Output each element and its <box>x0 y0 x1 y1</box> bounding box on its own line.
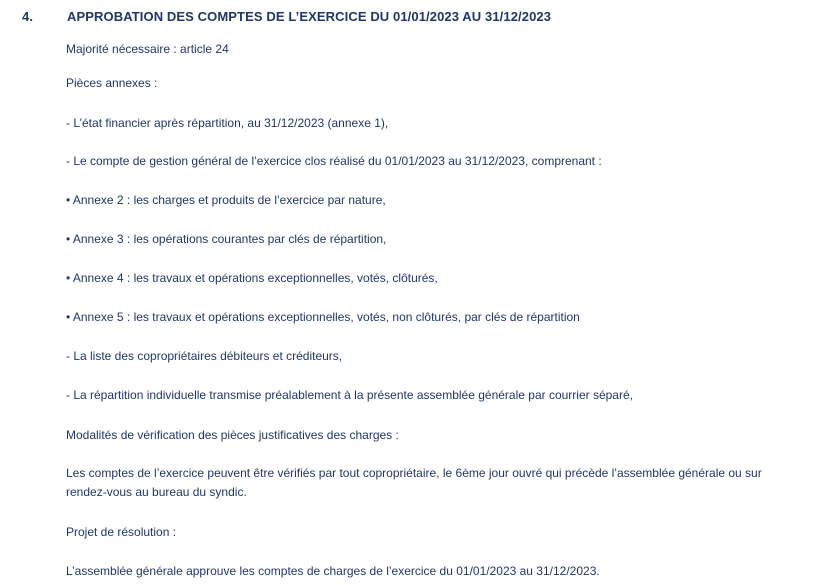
majority-text: Majorité nécessaire : article 24 <box>66 42 229 56</box>
list-item-annex-3: • Annexe 3 : les opérations courantes par clés de répartition, <box>66 232 387 246</box>
list-item-financial-state: - L’état financier après répartition, au 31/12/2023 (annexe 1), <box>66 116 389 130</box>
list-item-annex-4: • Annexe 4 : les travaux et opérations exceptionnelles, votés, clôturés, <box>66 271 438 285</box>
verification-heading: Modalités de vérification des pièces justificatives des charges : <box>66 428 399 442</box>
list-item-individual-split: - La répartition individuelle transmise préalablement à la présente assemblée générale par courrier séparé, <box>66 388 633 402</box>
section-title: APPROBATION DES COMPTES DE L’EXERCICE DU 01/01/2023 AU 31/12/2023 <box>67 9 552 24</box>
list-item-owners-list: - La liste des copropriétaires débiteurs et créditeurs, <box>66 349 343 363</box>
verification-text: Les comptes de l’exercice peuvent être vérifiés par tout copropriétaire, le 6ème jour ouvré qui précède l’assemblée générale ou sur rendez-vous au bureau du syndic. <box>66 466 762 499</box>
attachments-heading: Pièces annexes : <box>66 76 158 90</box>
resolution-heading: Projet de résolution : <box>66 525 177 539</box>
list-item-general-account: - Le compte de gestion général de l’exercice clos réalisé du 01/01/2023 au 31/12/2023, comprenant : <box>66 154 602 168</box>
resolution-text: L’assemblée générale approuve les comptes de charges de l’exercice du 01/01/2023 au 31/12/2023. <box>66 564 600 578</box>
section-header <box>0 9 816 27</box>
list-item-annex-5: • Annexe 5 : les travaux et opérations exceptionnelles, votés, non clôturés, par clés de répartition <box>66 310 580 324</box>
list-item-annex-2: • Annexe 2 : les charges et produits de l’exercice par nature, <box>66 193 386 207</box>
section-number: 4. <box>22 9 34 24</box>
